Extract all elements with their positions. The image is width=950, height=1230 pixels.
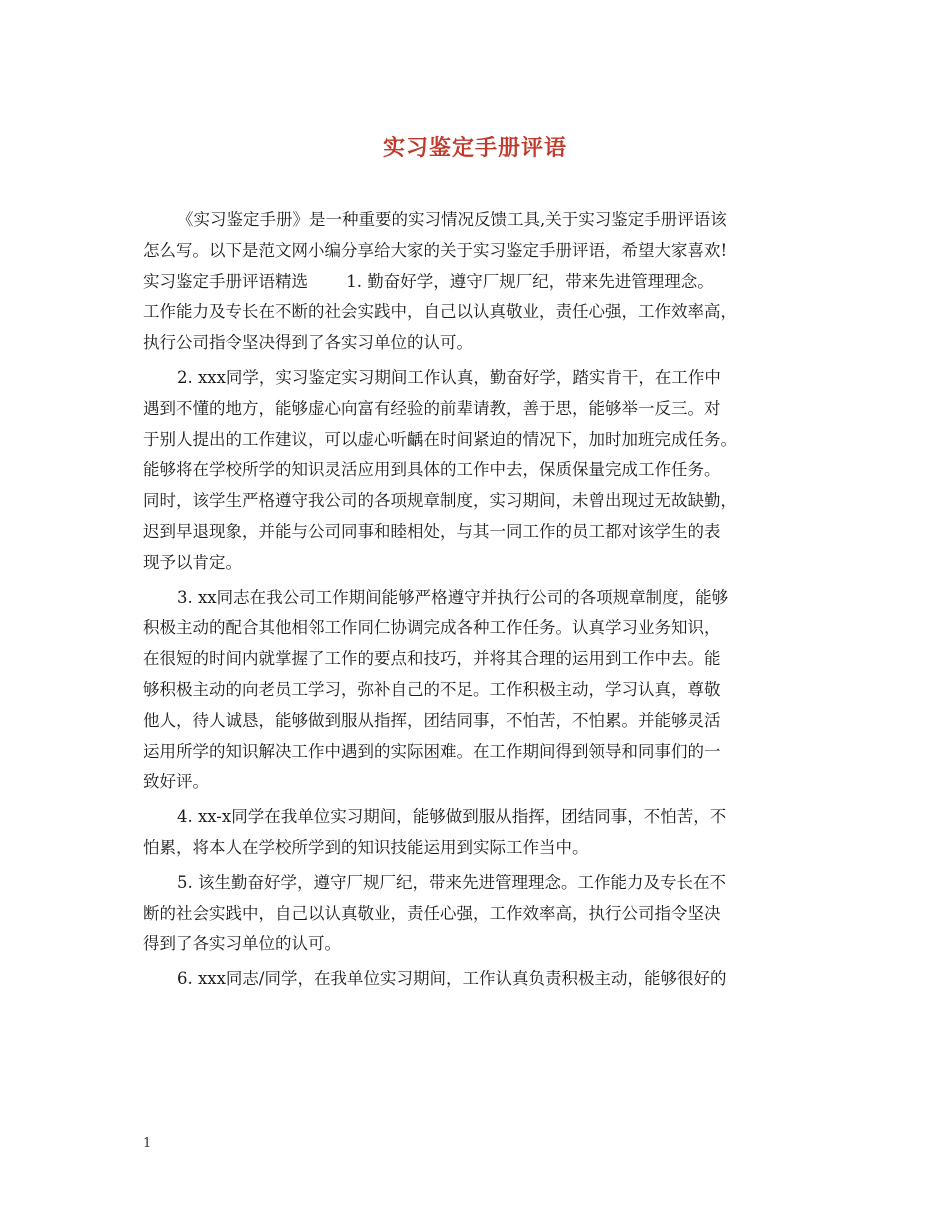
text-line: 3. xx同志在我公司工作期间能够严格遵守并执行公司的各项规章制度，能够 [177, 587, 729, 607]
text-line: 同时，该学生严格遵守我公司的各项规章制度，实习期间，未曾出现过无故缺勤， [143, 491, 737, 511]
page-number: 1 [143, 1136, 152, 1151]
text-line: 《实习鉴定手册》是一种重要的实习情况反馈工具,关于实习鉴定手册评语该 [177, 210, 727, 229]
text-line: 够积极主动的向老员工学习，弥补自己的不足。工作积极主动，学习认真，尊敬 [143, 679, 721, 699]
text-line: 他人，待人诚恳，能够做到服从指挥，团结同事，不怕苦，不怕累。并能够灵活 [143, 710, 721, 730]
text-line: 在很短的时间内就掌握了工作的要点和技巧，并将其合理的运用到工作中去。能 [143, 649, 721, 669]
document-body [143, 205, 811, 995]
text-line: 怕累，将本人在学校所学到的知识技能运用到实际工作当中。 [143, 837, 589, 857]
text-line: 积极主动的配合其他相邻工作同仁协调完成各种工作任务。认真学习业务知识， [143, 618, 721, 638]
text-line: 能够将在学校所学的知识灵活应用到具体的工作中去，保质保量完成工作任务。 [143, 460, 721, 480]
text-line: 现予以肯定。 [143, 552, 242, 572]
text-line: 得到了各实习单位的认可。 [143, 934, 341, 954]
text-line: 工作能力及专长在不断的社会实践中，自己以认真敬业，责任心强，工作效率高， [143, 302, 737, 322]
text-line: 5. 该生勤奋好学，遵守厂规厂纪，带来先进管理理念。工作能力及专长在不 [177, 872, 726, 892]
text-line: 6. xxx同志/同学，在我单位实习期间，工作认真负责积极主动，能够很好的 [177, 969, 727, 989]
text-line: 致好评。 [143, 772, 209, 792]
text-line: 执行公司指令坚决得到了各实习单位的认可。 [143, 333, 473, 353]
text-line: 实习鉴定手册评语精选 1. 勤奋好学，遵守厂规厂纪，带来先进管理理念。 [143, 271, 714, 291]
document-title: 实习鉴定手册评语 [382, 136, 567, 161]
text-line: 2. xxx同学，实习鉴定实习期间工作认真，勤奋好学，踏实肯干，在工作中 [177, 367, 721, 387]
text-line: 运用所学的知识解决工作中遇到的实际困难。在工作期间得到领导和同事们的一 [143, 741, 721, 761]
text-line: 断的社会实践中，自己以认真敬业，责任心强，工作效率高，执行公司指令坚决 [143, 903, 721, 923]
text-line: 于别人提出的工作建议，可以虚心听齲在时间紧迫的情况下，加时加班完成任务。 [143, 429, 737, 449]
text-line: 遇到不懂的地方，能够虚心向富有经验的前辈请教，善于思，能够举一反三。对 [143, 398, 721, 418]
text-line: 怎么写。以下是范文网小编分享给大家的关于实习鉴定手册评语，希望大家喜欢! [143, 240, 728, 260]
text-line: 4. xx-x同学在我单位实习期间，能够做到服从指挥，团结同事，不怕苦，不 [177, 807, 727, 827]
text-line: 迟到早退现象，并能与公司同事和睦相处，与其一同工作的员工都对该学生的表 [143, 521, 721, 541]
